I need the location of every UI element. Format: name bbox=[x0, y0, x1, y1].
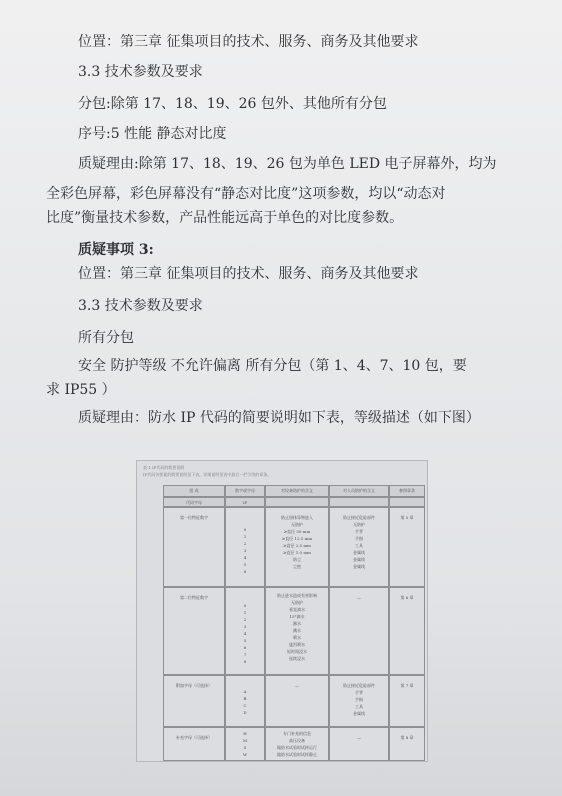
text-line: 求 IP55 ） bbox=[46, 382, 116, 398]
table-cell: 专门补充的信息 高压设备 做防水试验时试样运行 做防水试验时试样静止 bbox=[265, 727, 329, 761]
text-line: 比度”衡量技术参数，产品性能远高于单色的对比度参数。 bbox=[46, 210, 404, 226]
text-line: 质疑理由：防水 IP 代码的简要说明如下表，等级描述（如下图） bbox=[78, 410, 480, 426]
text-line: 3.3 技术参数及要求 bbox=[78, 64, 203, 80]
table-row-label: 第一位特征数字 bbox=[163, 507, 225, 587]
table-row-label: 第二位特征数字 bbox=[163, 587, 225, 675]
text-line: 位置：第三章 征集项目的技术、服务、商务及其他要求 bbox=[78, 34, 419, 50]
figure-caption: IP代码各要素的简要说明见下表，详细说明见表中最后一栏引用的章条。 bbox=[143, 472, 272, 477]
table-row-label: 补充字母（可选择） bbox=[163, 727, 225, 761]
table-cell: 防止接近危险部件 无防护 手背 手指 工具 金属线 金属线 金属线 bbox=[329, 507, 389, 587]
table-cell: 防止接近危险部件 手背 手指 工具 金属线 bbox=[329, 675, 389, 727]
table-cell: H M S W bbox=[225, 727, 265, 761]
table-cell: — bbox=[329, 587, 389, 675]
table-cell: 第 8 章 bbox=[389, 727, 425, 761]
ip-code-table-figure bbox=[136, 460, 428, 762]
table-cell: 防止固体异物进入 无防护 ≥直径 50 mm ≥直径 12.5 mm ≥直径 2.5 mm ≥直径 1.0 mm 防尘 尘密 bbox=[265, 507, 329, 587]
figure-caption: 表 1 IP代码的简要说明 bbox=[143, 465, 185, 470]
text-line: 全彩色屏幕，彩色屏幕没有“静态对比度”这项参数，均以“动态对 bbox=[46, 186, 446, 202]
table-cell: 第 5 章 bbox=[389, 507, 425, 587]
table-header: 数字或字母 bbox=[225, 485, 265, 497]
table-cell: A B C D bbox=[225, 675, 265, 727]
table-cell: 代码字母 bbox=[163, 497, 225, 507]
table-header: 参照章条 bbox=[389, 485, 425, 497]
table-header: 组 成 bbox=[163, 485, 225, 497]
table-cell: — bbox=[329, 727, 389, 761]
section-heading: 质疑事项 3: bbox=[78, 242, 154, 258]
text-line: 安全 防护等级 不允许偏离 所有分包（第 1、4、7、10 包，要 bbox=[78, 358, 467, 374]
table-cell: 0 1 2 3 4 5 6 7 8 bbox=[225, 587, 265, 675]
table-cell: — bbox=[265, 675, 329, 727]
table-header: 对设备防护的含义 bbox=[265, 485, 329, 497]
table-row-label: 附加字母（可选择） bbox=[163, 675, 225, 727]
text-line: 所有分包 bbox=[78, 330, 134, 346]
text-line: 质疑理由:除第 17、18、19、26 包为单色 LED 电子屏幕外，均为 bbox=[78, 156, 497, 172]
text-line: 3.3 技术参数及要求 bbox=[78, 298, 203, 314]
table-cell: 第 7 章 bbox=[389, 675, 425, 727]
table-cell: 第 6 章 bbox=[389, 587, 425, 675]
table-cell: 0 1 2 3 4 5 6 bbox=[225, 507, 265, 587]
table-cell: 防止进水造成有害影响 无防护 垂直滴水 15°滴水 淋水 溅水 喷水 猛烈喷水 短时间浸水 连续浸水 bbox=[265, 587, 329, 675]
table-cell: IP bbox=[225, 497, 265, 507]
text-line: 分包:除第 17、18、19、26 包外、其他所有分包 bbox=[78, 96, 387, 112]
text-line: 位置：第三章 征集项目的技术、服务、商务及其他要求 bbox=[78, 266, 419, 282]
text-line: 序号:5 性能 静态对比度 bbox=[78, 126, 227, 142]
table-header: 对人员防护的含义 bbox=[329, 485, 389, 497]
